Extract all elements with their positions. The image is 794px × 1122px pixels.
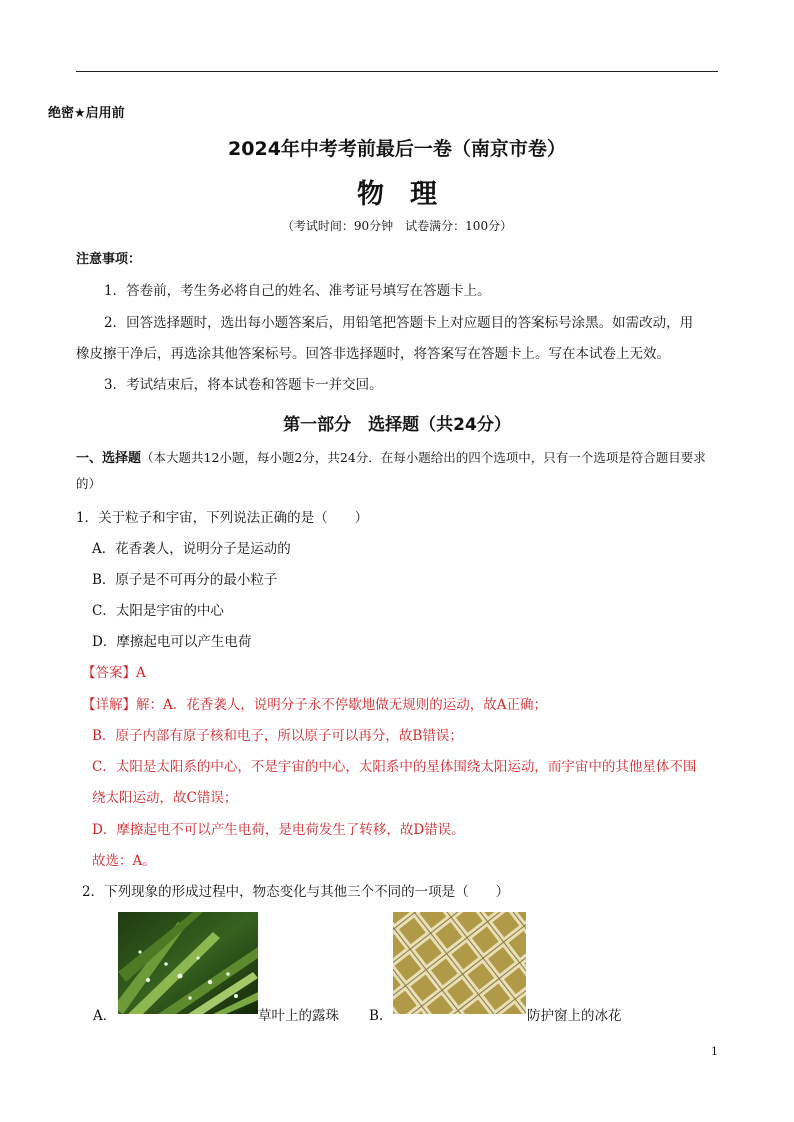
header-rule (76, 71, 718, 72)
section-heading-desc: （本大题共12小题，每小题2分，共24分．在每小题给出的四个选项中，只有一个选项是符合题目要求的） (76, 450, 706, 491)
q1-option-a: A．花香袭人，说明分子是运动的 (92, 541, 291, 557)
section-heading (76, 445, 718, 496)
q1-explain-5: D．摩擦起电不可以产生电荷，是电荷发生了转移，故D错误。 (92, 822, 465, 838)
q1-explain-1: 【详解】解：A．花香袭人，说明分子永不停歇地做无规则的运动，故A正确； (82, 697, 547, 713)
dew-grass-image (118, 912, 258, 1014)
notice-item-3: 3．考试结束后，将本试卷和答题卡一并交回。 (104, 377, 383, 393)
notice-item-2-cont: 橡皮擦干净后，再选涂其他答案标号。回答非选择题时，将答案写在答题卡上。写在本试卷上无效。 (76, 346, 670, 362)
q2-option-a-letter: A． (93, 1008, 117, 1024)
page-number: 1 (711, 1045, 718, 1058)
notice-title: 注意事项： (76, 252, 142, 267)
q1-option-d: D．摩擦起电可以产生电荷 (92, 634, 252, 650)
q2-option-b-letter: B． (369, 1008, 393, 1024)
q1-option-c: C．太阳是宇宙的中心 (92, 603, 224, 619)
q1-explain-6: 故选：A。 (92, 853, 156, 869)
q2-option-a-text: 草叶上的露珠 (258, 1008, 339, 1024)
q1-option-b: B．原子是不可再分的最小粒子 (92, 572, 278, 588)
notice-item-2: 2．回答选择题时，选出每小题答案后，用铅笔把答题卡上对应题目的答案标号涂黑。如需改动，用 (104, 315, 694, 331)
section-heading-label: 一、选择题 (76, 451, 142, 466)
frost-grid-icon (393, 912, 526, 1014)
exam-info: （考试时间：90分钟 试卷满分：100分） (281, 219, 513, 233)
dew-grass-icon (118, 912, 258, 1014)
frost-window-image (393, 912, 526, 1014)
q1-answer: 【答案】A (82, 665, 146, 681)
q1-explain-2: B．原子内部有原子核和电子，所以原子可以再分，故B错误； (92, 728, 463, 744)
q1-explain-3: C．太阳是太阳系的中心，不是宇宙的中心，太阳系中的星体围绕太阳运动，而宇宙中的其他星体不围 (92, 759, 697, 775)
notice-item-1: 1．答卷前，考生务必将自己的姓名、准考证号填写在答题卡上。 (104, 283, 491, 299)
q2-option-b-text: 防护窗上的冰花 (527, 1008, 622, 1024)
exam-title: 2024年中考考前最后一卷（南京市卷） (228, 138, 566, 160)
section-title: 第一部分 选择题（共24分） (283, 415, 511, 435)
q1-explain-4: 绕太阳运动，故C错误； (92, 790, 238, 806)
secret-label: 绝密★启用前 (48, 106, 125, 121)
q1-stem: 1．关于粒子和宇宙，下列说法正确的是（ ） (76, 510, 369, 526)
subject-title: 物理 (357, 179, 463, 210)
q2-stem: 2．下列现象的形成过程中，物态变化与其他三个不同的一项是（ ） (82, 884, 510, 900)
